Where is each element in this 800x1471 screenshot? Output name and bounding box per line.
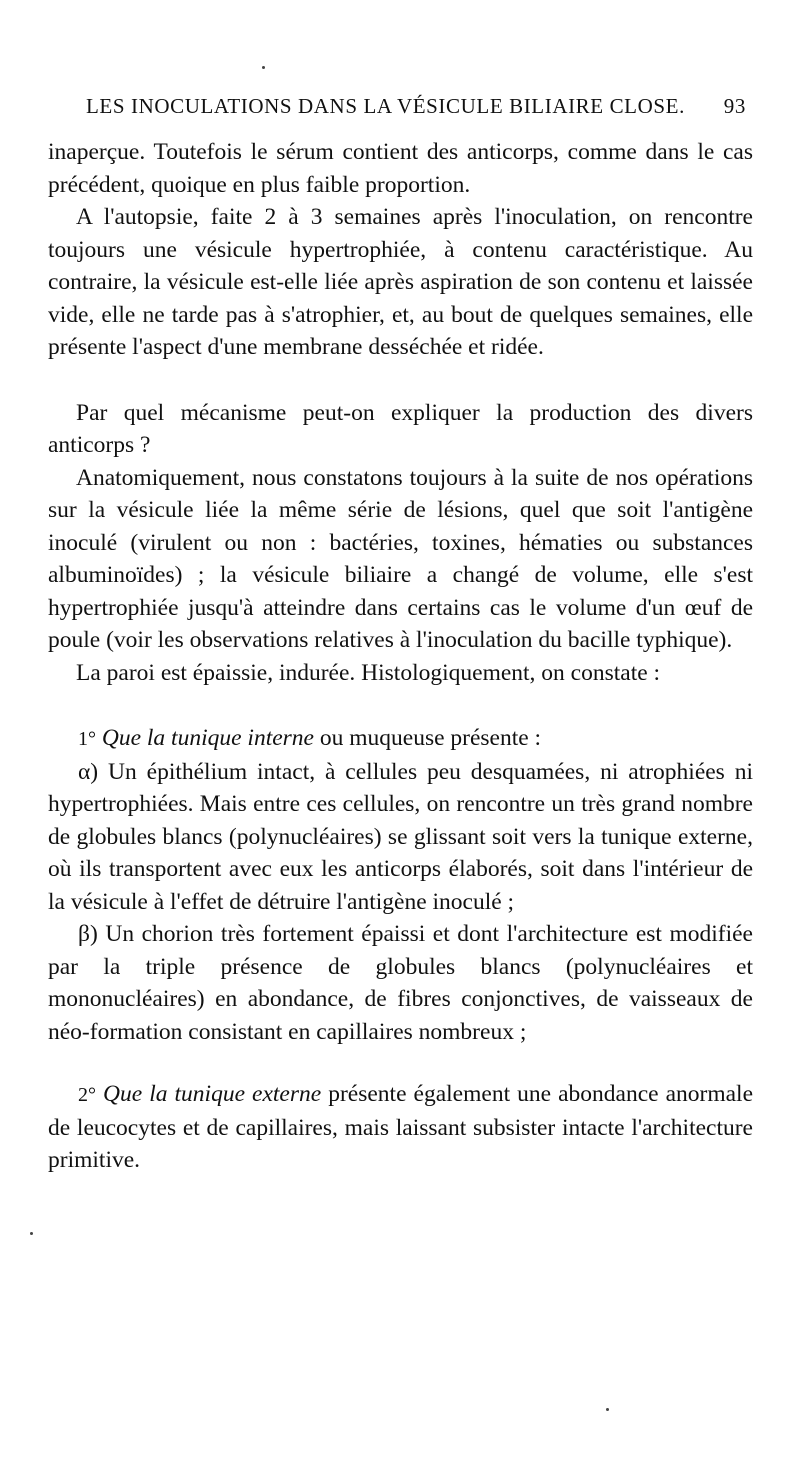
paragraph-continuation: inaperçue. Toutefois le sérum contient des anticorps, comme dans le cas précédent, quoique en plus faible proportion. — [48, 139, 753, 198]
sub-item-text: Un chorion très fortement épaissi et dont l'architecture est modifiée par la triple présence de globules blancs (polynucléaires et mononucléaires) en abondance, de fibres conjonctives, de vaisseaux de néo-formation consistant en capillaires nombreux ; — [48, 921, 753, 1045]
sub-item-marker: β) — [78, 921, 98, 947]
sub-item-text: Un épithélium intact, à cellules peu desquamées, ni atrophiées ni hypertrophiées. Mais entre ces cellules, on rencontre un très grand nombre de globules blancs (polynucléaires) se glissant soit vers la tunique externe, où ils transportent avec eux les anticorps élaborés, soit dans l'intérieur de la vésicule à l'effet de détruire l'antigène inoculé ; — [48, 758, 753, 915]
paragraph-question: Par quel mécanisme peut-on expliquer la production des divers anticorps ? — [48, 399, 753, 458]
running-title: LES INOCULATIONS DANS LA VÉSICULE BILIAIRE CLOSE. — [86, 94, 685, 118]
page-number: 93 — [723, 94, 746, 118]
running-header — [58, 88, 746, 128]
sub-item-marker: α) — [78, 758, 99, 785]
paragraph-anatomy: Anatomiquement, nous constatons toujours à la suite de nos opérations sur la vésicule liée la même série de lésions, quel que soit l'antigène inoculé (virulent ou non : bactéries, toxines, hématies ou substances albuminoïdes) ; la vésicule biliaire a changé de volume, elle s'est hypertrophiée jusqu'à atteindre dans certains cas le volume d'un œuf de poule (voir les observations relatives à l'inoculation du bacille typhique). — [48, 464, 753, 653]
sub-item-beta — [48, 918, 753, 1048]
paragraph-histology: La paroi est épaissie, indurée. Histologiquement, on constate : — [76, 659, 661, 686]
item-number: 2° — [78, 1084, 96, 1106]
item-emphasis: Que la tunique externe — [103, 1081, 322, 1107]
paragraph-autopsy: A l'autopsie, faite 2 à 3 semaines après l'inoculation, on rencontre toujours une vésicule hypertrophiée, à contenu caractéristique. Au contraire, la vésicule est-elle liée après aspiration de son contenu et laissée vide, elle ne tarde pas à s'atrophier, et, au bout de quelques semaines, elle présente l'aspect d'une membrane desséchée et ridée. — [48, 204, 753, 360]
body-text — [48, 136, 753, 1177]
sub-item-alpha — [48, 756, 753, 919]
item-number: 1° — [78, 728, 96, 750]
item-emphasis: Que la tunique interne — [101, 725, 314, 751]
list-item-internal-tunic — [48, 722, 753, 756]
print-speck — [262, 66, 265, 69]
item-text: présente également une abondance anormale de leucocytes et de capillaires, mais laissant subsister intacte l'architecture primitive. — [48, 1081, 754, 1173]
list-item-external-tunic — [48, 1078, 753, 1177]
item-text: ou muqueuse présente : — [319, 725, 542, 751]
print-speck — [606, 1408, 609, 1411]
print-speck — [30, 1232, 33, 1235]
